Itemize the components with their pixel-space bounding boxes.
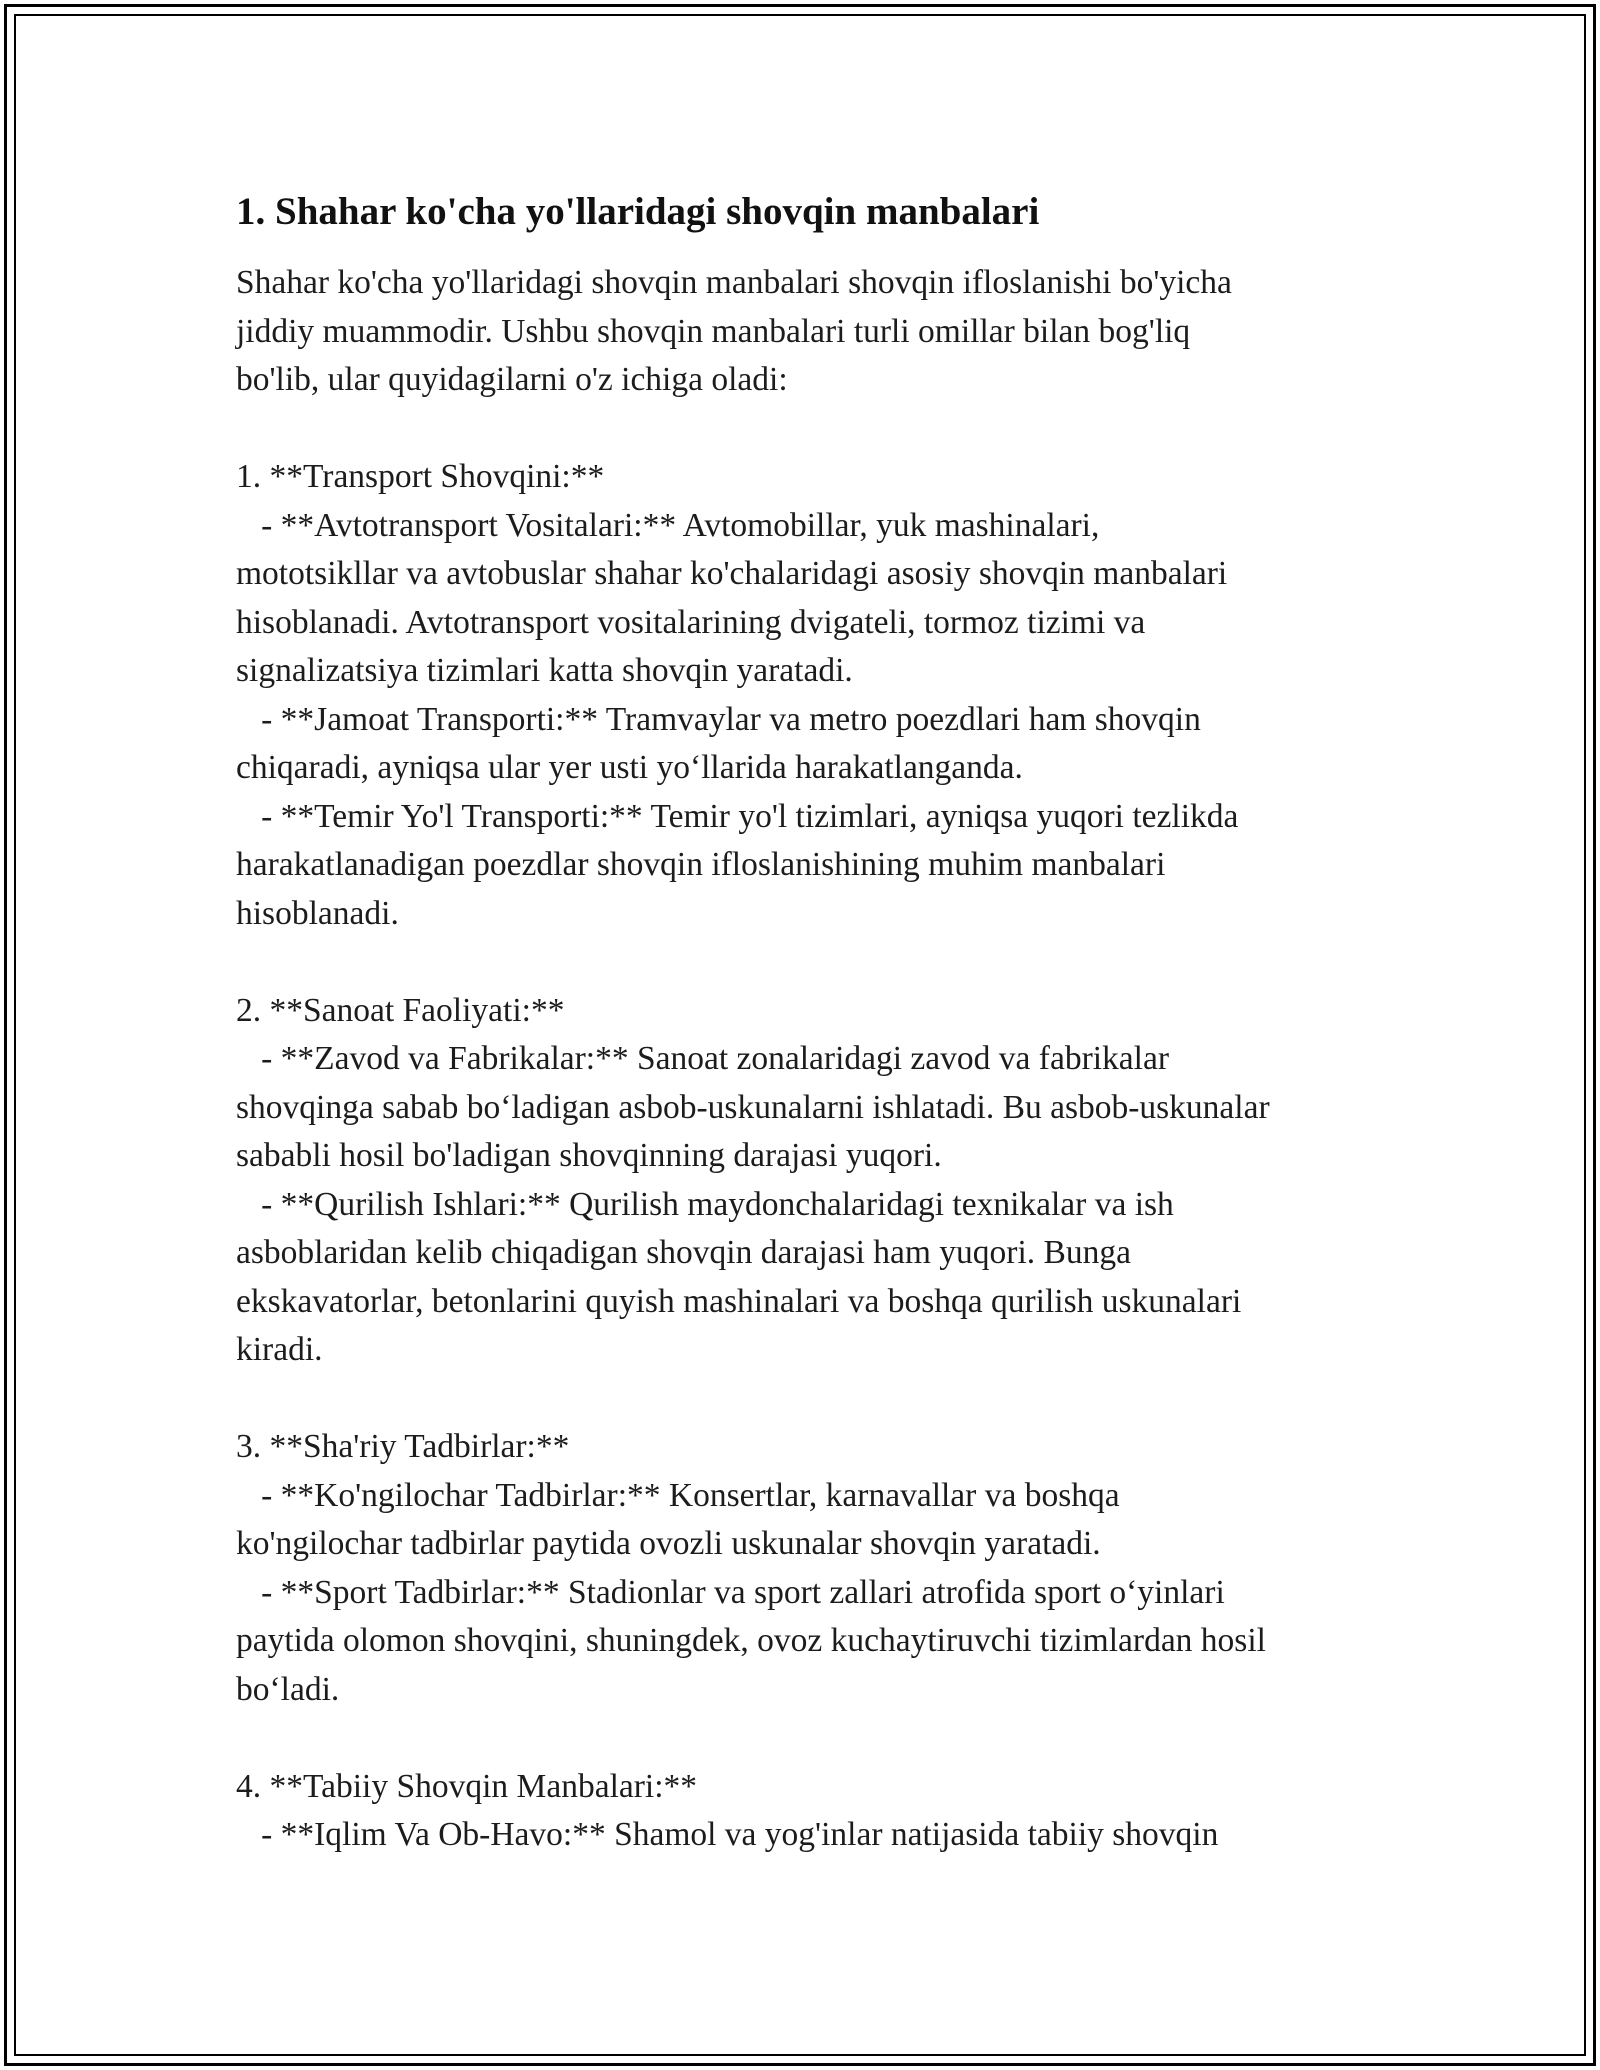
document-body-text: Shahar ko'cha yo'llaridagi shovqin manbalari shovqin ifloslanishi bo'yicha jiddiy muammodir. Ushbu shovqin manbalari turli omillar bilan bog'liq bo'lib, ular quyidagilarni o'z ichiga oladi: 1. **Transport Shovqini:** - **Avtotransport Vositalari:** Avtomobillar, yuk mashinalari, mototsikllar va avtobuslar shahar ko'chalaridagi asosiy shovqin manbalari hisoblanadi. Avtotransport vositalarining dvigateli, tormoz tizimi va signalizatsiya tizimlari katta shovqin yaratadi. - **Jamoat Transporti:** Tramvaylar va metro poezdlari ham shovqin chiqaradi, ayniqsa ular yer usti yo‘llarida harakatlanganda. - **Temir Yo'l Transporti:** Temir yo'l tizimlari, ayniqsa yuqori tezlikda harakatlanadigan poezdlar shovqin ifloslanishining muhim manbalari hisoblanadi. 2. **Sanoat Faoliyati:** - **Zavod va Fabrikalar:** Sanoat zonalaridagi zavod va fabrikalar shovqinga sabab bo‘ladigan asbob-uskunalarni ishlatadi. Bu asbob-uskunalar sababli hosil bo'ladigan shovqinning darajasi yuqori. - **Qurilish Ishlari:** Qurilish maydonchalaridagi texnikalar va ish asboblaridan kelib chiqadigan shovqin darajasi ham yuqori. Bunga ekskavatorlar, betonlarini quyish mashinalari va boshqa qurilish uskunalari kiradi. 3. **Sha'riy Tadbirlar:** - **Ko'ngilochar Tadbirlar:** Konsertlar, karnavallar va boshqa ko'ngilochar tadbirlar paytida ovozli uskunalar shovqin yaratadi. - **Sport Tadbirlar:** Stadionlar va sport zallari atrofida sport o‘yinlari paytida olomon shovqini, shuningdek, ovoz kuchaytiruvchi tizimlardan hosil bo‘ladi. 4. **Tabiiy Shovqin Manbalari:** - **Iqlim Va Ob-Havo:** Shamol va yog'inlar natijasida tabiiy shovqin: [236, 264, 1270, 1853]
document-content: [236, 188, 1376, 1860]
document-heading: 1. Shahar ko'cha yo'llaridagi shovqin manbalari: [236, 190, 1040, 233]
